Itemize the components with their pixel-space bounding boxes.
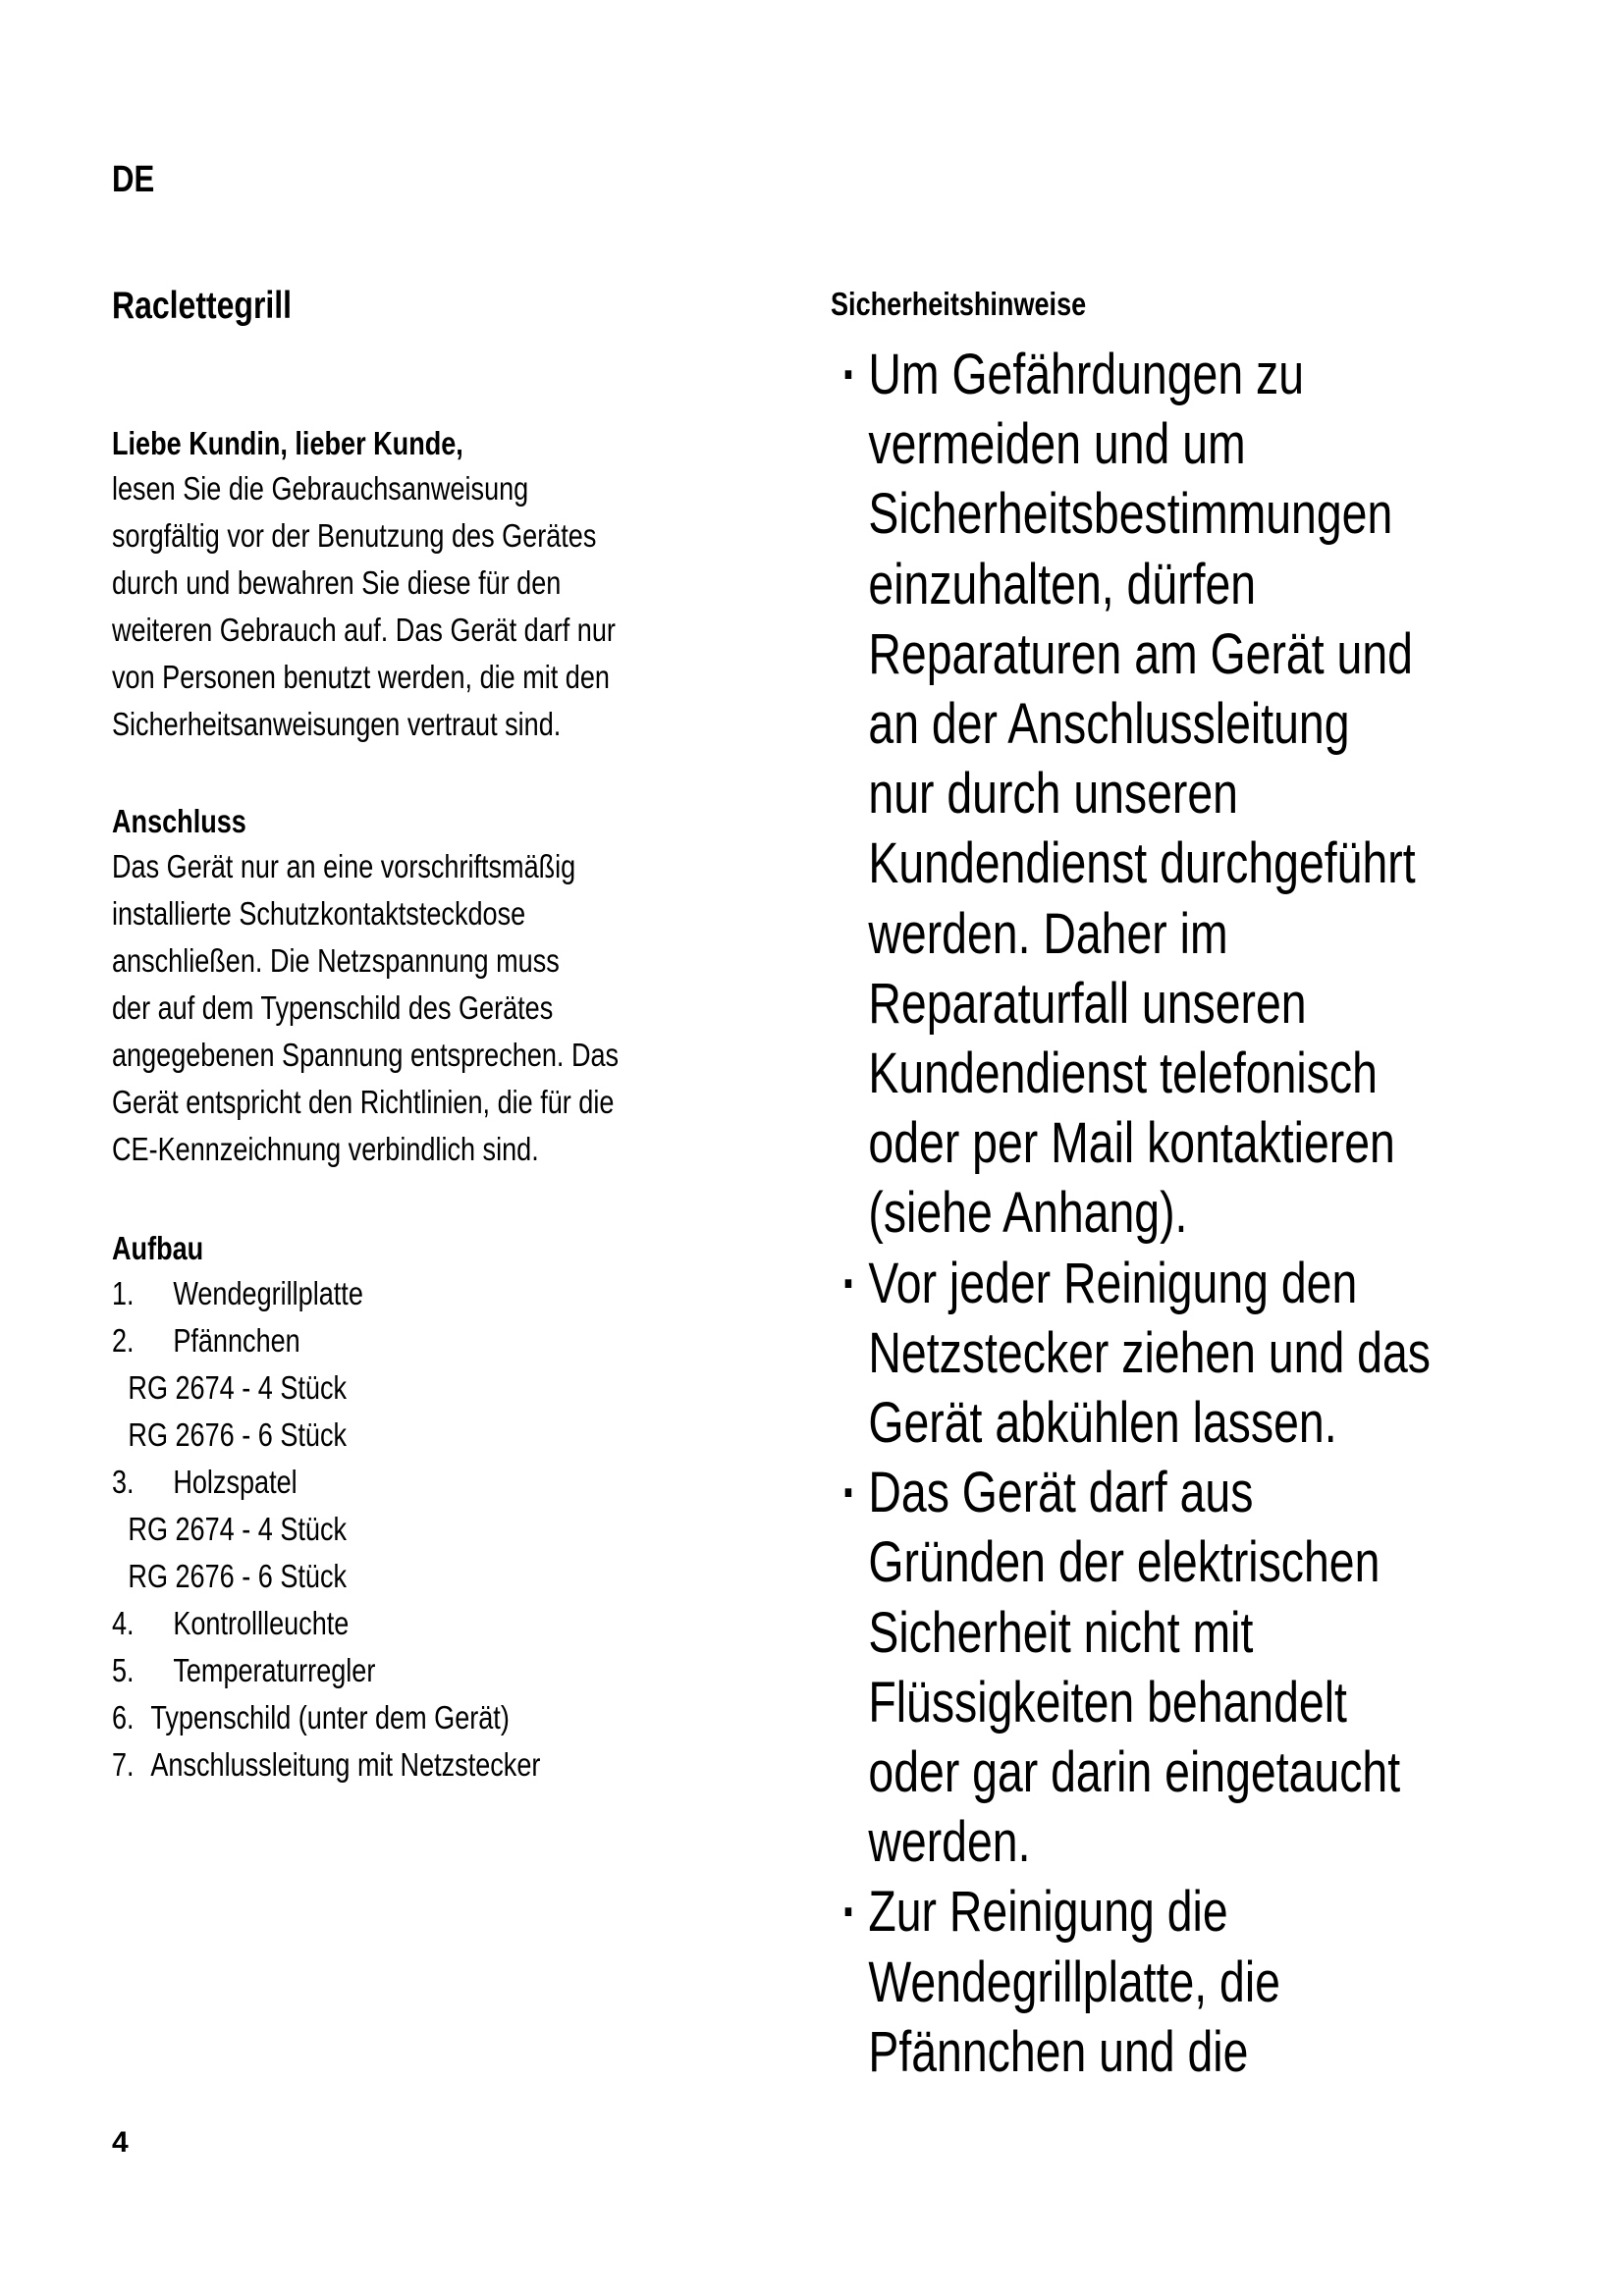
- safety-line-text: Kundendienst telefonisch: [868, 1041, 1378, 1106]
- parts-list-label: Holzspatel: [173, 1464, 298, 1500]
- parts-list-subitem: RG 2676 - 6 Stück: [128, 1416, 348, 1453]
- safety-line: [831, 1807, 1431, 1877]
- greeting-section: [112, 422, 727, 748]
- greeting-text: [112, 465, 727, 748]
- left-column: [112, 283, 819, 1783]
- safety-line-text: Sicherheit nicht mit: [868, 1600, 1254, 1665]
- parts-list-number: 7.: [112, 1746, 135, 1783]
- safety-line-text: Sicherheitsbestimmungen: [868, 482, 1393, 547]
- bullet-icon: ·: [841, 1251, 857, 1315]
- parts-list-item: [112, 1741, 540, 1789]
- safety-line-text: werden. Daher im: [868, 901, 1228, 966]
- safety-line-text: Gründen der elektrischen: [868, 1530, 1380, 1595]
- right-column: [831, 283, 1597, 2084]
- parts-list-label: Wendegrillplatte: [173, 1275, 363, 1311]
- parts-list-number: 5.: [112, 1652, 135, 1688]
- parts-list-item: [112, 1270, 540, 1317]
- safety-line: [831, 2017, 1431, 2087]
- parts-list-label: Pfännchen: [173, 1322, 300, 1359]
- safety-line: [831, 1948, 1431, 2017]
- safety-line: [831, 969, 1431, 1039]
- safety-line: [831, 1039, 1431, 1108]
- safety-line: [831, 550, 1431, 619]
- safety-line-text: werden.: [868, 1810, 1031, 1875]
- parts-list-label: Typenschild (unter dem Gerät): [150, 1699, 510, 1735]
- parts-list-subitem: RG 2674 - 4 Stück: [128, 1369, 348, 1406]
- safety-line: [831, 1249, 1431, 1318]
- safety-line-text: Netzstecker ziehen und das: [868, 1320, 1431, 1385]
- parts-list-subitem: RG 2674 - 4 Stück: [128, 1511, 348, 1547]
- parts-list-item: [112, 1317, 540, 1364]
- safety-line: [831, 1178, 1431, 1248]
- safety-line-text: Kundendienst durchgeführt: [868, 831, 1416, 896]
- greeting-line: weiteren Gebrauch auf. Das Gerät darf nur: [112, 612, 616, 648]
- safety-line-text: vermeiden und um: [868, 412, 1246, 477]
- safety-text: [831, 340, 1581, 2087]
- parts-list-number: 2.: [112, 1322, 135, 1359]
- anschluss-line: installierte Schutzkontaktsteckdose: [112, 895, 526, 932]
- anschluss-line: Gerät entspricht den Richtlinien, die für die: [112, 1084, 615, 1120]
- safety-line-text: Vor jeder Reinigung den: [868, 1251, 1358, 1315]
- bullet-icon: ·: [841, 343, 857, 406]
- parts-list-item: [112, 1694, 540, 1741]
- parts-list-item: [112, 1600, 540, 1647]
- safety-line-text: Reparaturen am Gerät und: [868, 621, 1413, 686]
- safety-line: [831, 1668, 1431, 1737]
- aufbau-section: [112, 1227, 634, 1789]
- greeting-line: lesen Sie die Gebrauchsanweisung: [112, 470, 529, 507]
- safety-line: [831, 1877, 1431, 1947]
- anschluss-line: angegebenen Spannung entsprechen. Das: [112, 1037, 620, 1073]
- safety-line-text: Pfännchen und die: [868, 2019, 1249, 2084]
- anschluss-line: anschließen. Die Netzspannung muss: [112, 942, 560, 979]
- bullet-icon: ·: [841, 1880, 857, 1945]
- parts-list-number: 6.: [112, 1699, 135, 1735]
- safety-line: [831, 1598, 1431, 1668]
- safety-line: [831, 479, 1431, 549]
- safety-line-text: nur durch unseren: [868, 762, 1238, 827]
- greeting-line: sorgfältig vor der Benutzung des Gerätes: [112, 517, 597, 554]
- safety-line: [831, 619, 1431, 689]
- anschluss-section: [112, 800, 730, 1173]
- safety-line-text: Reparaturfall unseren: [868, 971, 1307, 1036]
- safety-line: [831, 1458, 1431, 1527]
- aufbau-heading: Aufbau: [112, 1230, 204, 1266]
- safety-line-text: Um Gefährdungen zu: [868, 343, 1305, 406]
- safety-line: [831, 828, 1431, 898]
- greeting-line: von Personen benutzt werden, die mit den: [112, 659, 610, 695]
- anschluss-text: [112, 843, 730, 1173]
- language-code: DE: [112, 159, 155, 200]
- safety-line: [831, 1318, 1431, 1388]
- safety-line: [831, 689, 1431, 759]
- safety-line: [831, 409, 1431, 479]
- parts-list-label: Temperaturregler: [173, 1652, 376, 1688]
- anschluss-line: CE-Kennzeichnung verbindlich sind.: [112, 1131, 539, 1167]
- anschluss-line: der auf dem Typenschild des Gerätes: [112, 989, 554, 1026]
- safety-heading: Sicherheitshinweise: [831, 286, 1087, 322]
- safety-line: [831, 1737, 1431, 1807]
- parts-list-label: Kontrollleuchte: [173, 1605, 350, 1641]
- anschluss-line: Das Gerät nur an eine vorschriftsmäßig: [112, 848, 576, 884]
- parts-list-number: 4.: [112, 1605, 135, 1641]
- parts-list: [112, 1270, 634, 1789]
- safety-line-text: (siehe Anhang).: [868, 1181, 1188, 1246]
- greeting-heading: Liebe Kundin, lieber Kunde,: [112, 425, 463, 461]
- safety-line-text: Wendegrillplatte, die: [868, 1949, 1280, 2014]
- parts-list-item: [112, 1647, 540, 1694]
- safety-line: [831, 1527, 1431, 1597]
- safety-line-text: Gerät abkühlen lassen.: [868, 1391, 1337, 1456]
- safety-line-text: Zur Reinigung die: [868, 1880, 1228, 1945]
- bullet-icon: ·: [841, 1461, 857, 1525]
- parts-list-number: 3.: [112, 1464, 135, 1500]
- page-number: 4: [112, 2126, 129, 2159]
- safety-line: [831, 340, 1431, 409]
- parts-list-item: [112, 1459, 540, 1506]
- greeting-line: Sicherheitsanweisungen vertraut sind.: [112, 706, 562, 742]
- greeting-line: durch und bewahren Sie diese für den: [112, 564, 562, 601]
- parts-list-number: 1.: [112, 1275, 135, 1311]
- parts-list-label: Anschlussleitung mit Netzstecker: [150, 1746, 541, 1783]
- safety-line-text: Das Gerät darf aus: [868, 1461, 1254, 1525]
- safety-line-text: einzuhalten, dürfen: [868, 552, 1257, 616]
- safety-line-text: an der Anschlussleitung: [868, 692, 1350, 757]
- document-title: Raclettegrill: [112, 285, 293, 327]
- safety-line: [831, 1388, 1431, 1458]
- safety-line: [831, 899, 1431, 969]
- safety-line-text: oder per Mail kontaktieren: [868, 1111, 1395, 1176]
- anschluss-heading: Anschluss: [112, 803, 246, 839]
- safety-line: [831, 1108, 1431, 1178]
- safety-line: [831, 759, 1431, 828]
- safety-line-text: oder gar darin eingetaucht: [868, 1740, 1401, 1805]
- parts-list-subitem: RG 2676 - 6 Stück: [128, 1558, 348, 1594]
- safety-line-text: Flüssigkeiten behandelt: [868, 1670, 1347, 1735]
